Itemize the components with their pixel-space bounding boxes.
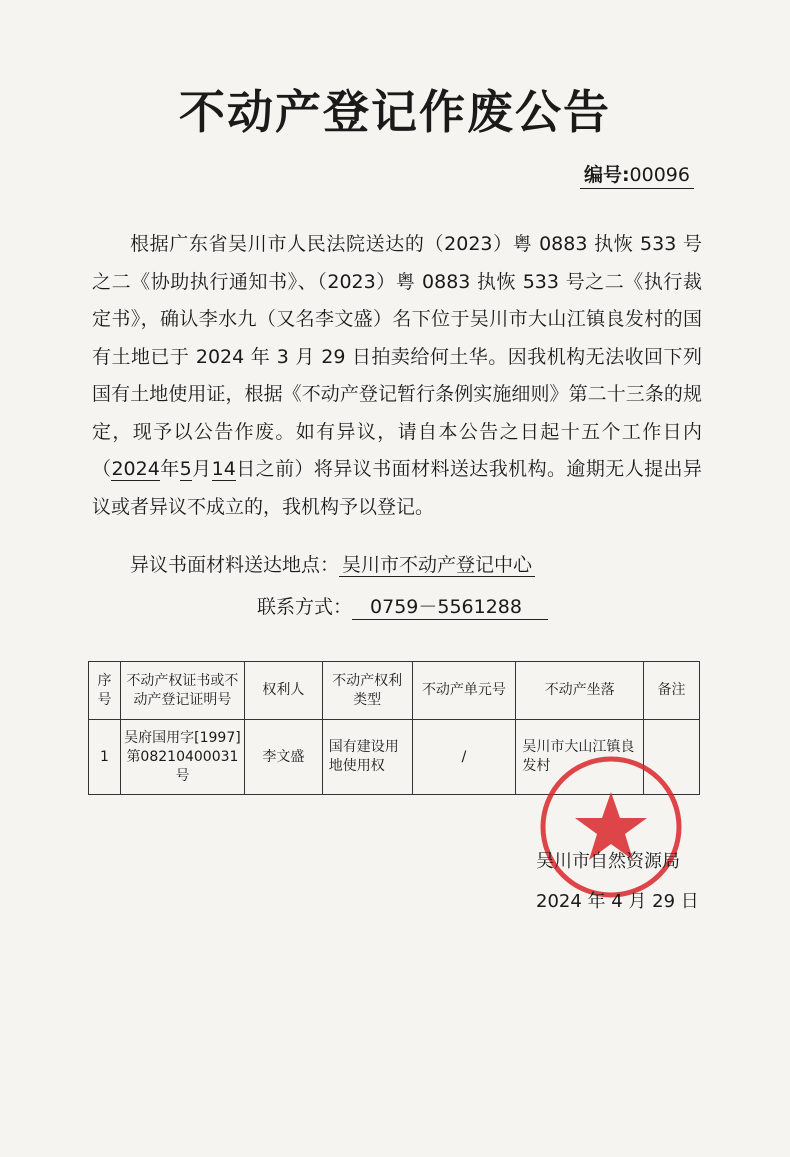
objection-address <box>130 550 535 577</box>
table-cell: 国有建设用地使用权 <box>322 720 412 795</box>
notice-paragraph <box>92 226 702 526</box>
table-header: 不动产坐落 <box>516 662 644 720</box>
doc-number <box>580 160 694 189</box>
table-header: 序号 <box>89 662 121 720</box>
doc-number-value: 00096 <box>629 164 690 186</box>
address-value: 吴川市不动产登记中心 <box>339 554 535 577</box>
paragraph-text-1: 根据广东省吴川市人民法院送达的（2023）粤 0883 执恢 533 号之二《协助执行通知书》、（2023）粤 0883 执恢 533 号之二《执行裁定书》，确认李水九（又名李文盛）名下位于吴川市大山江镇良发村的国有土地已于 2024 年 3 月 29 日拍卖给何土华。因我机构无法收回下列国有土地使用证，根据《不动产登记暂行条例实施细则》第二十三条的规定，现予以公告作废。如有异议，请自本公告之日起十五个工作日内（ <box>92 233 702 480</box>
deadline-year-unit: 年 <box>159 458 180 480</box>
signature-block <box>536 842 699 922</box>
table-cell: 吴川市大山江镇良发村 <box>516 720 644 795</box>
deadline-day: 14 <box>211 458 236 480</box>
table-cell: / <box>412 720 516 795</box>
doc-number-label: 编号: <box>583 164 630 186</box>
table-header: 不动产权利类型 <box>322 662 412 720</box>
table-header: 不动产单元号 <box>412 662 516 720</box>
deadline-month-unit: 月 <box>191 458 212 480</box>
deadline-month: 5 <box>179 458 192 480</box>
table-cell: 1 <box>89 720 121 795</box>
issue-date: 2024 年 4 月 29 日 <box>536 891 699 912</box>
paragraph-text-2: 日之前）将异议书面材料送达我机构。逾期无人提出异议或者异议不成立的，我机构予以登记。 <box>92 458 702 518</box>
deadline-year: 2024 <box>111 458 160 480</box>
address-label: 异议书面材料送达地点： <box>130 554 340 576</box>
contact-info <box>257 592 548 620</box>
table-header: 备注 <box>644 662 700 720</box>
table-cell: 李文盛 <box>244 720 322 795</box>
contact-label: 联系方式： <box>257 596 353 618</box>
issuing-authority: 吴川市自然资源局 <box>536 851 680 872</box>
notice-body <box>92 226 702 526</box>
table-header-row <box>89 662 700 720</box>
page-title: 不动产登记作废公告 <box>179 85 611 139</box>
contact-value: 0759－5561288 <box>352 592 548 620</box>
table-header: 不动产权证书或不动产登记证明号 <box>120 662 244 720</box>
table-cell: 吴府国用字[1997]第08210400031 号 <box>120 720 244 795</box>
table-header: 权利人 <box>244 662 322 720</box>
